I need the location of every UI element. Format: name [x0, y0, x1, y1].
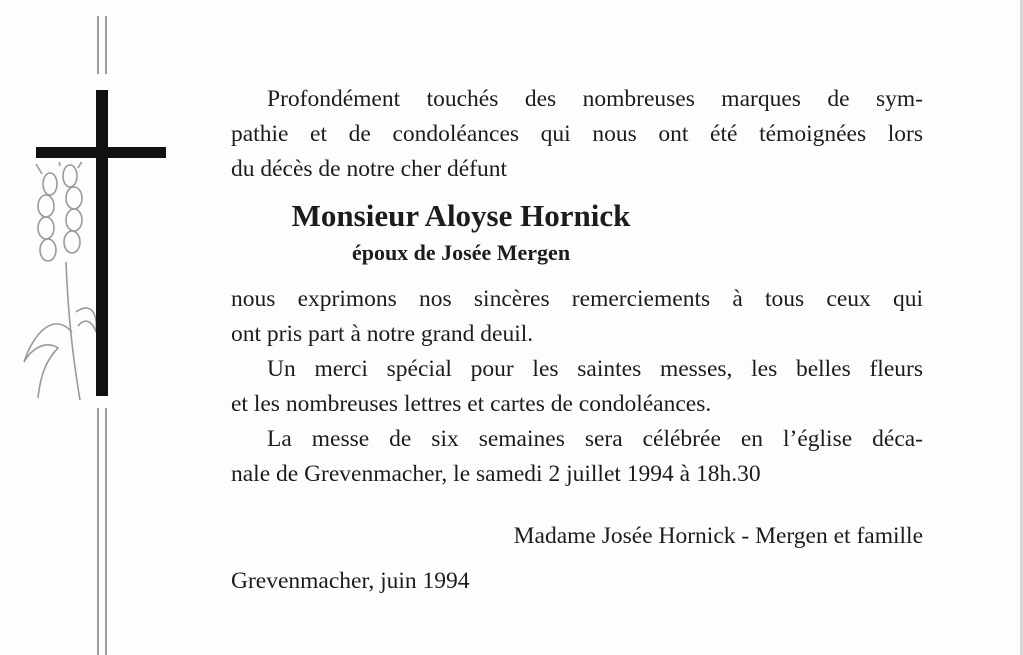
place-date: Grevenmacher, juin 1994 — [231, 568, 470, 594]
spouse-line: époux de Josée Mergen — [351, 240, 571, 265]
deceased-name: Monsieur Aloyse Hornick — [291, 198, 631, 233]
intro-line: du décès de notre cher défunt — [231, 156, 507, 182]
spouse-row — [231, 238, 923, 268]
body-line: nous exprimons nos sincères remerciements à tous ceux qui — [231, 286, 923, 312]
ornament-rail-top — [97, 16, 107, 74]
body-line: ont pris part à notre grand deuil. — [231, 321, 534, 347]
cross-horizontal-bar — [36, 147, 166, 158]
wheat-icon — [14, 162, 100, 402]
ornament-rail-bottom — [97, 408, 107, 655]
signature: Madame Josée Hornick - Mergen et famille — [513, 523, 923, 549]
intro-line: Profondément touchés des nombreuses marques de sym- — [267, 86, 923, 112]
intro-paragraph — [231, 82, 923, 187]
body-paragraphs — [231, 282, 923, 492]
body-line: La messe de six semaines sera célébrée en l’église déca- — [267, 426, 923, 452]
deceased-name-row — [231, 196, 923, 236]
body-line: et les nombreuses lettres et cartes de condoléances. — [231, 391, 712, 417]
intro-line: pathie et de condoléances qui nous ont été témoignées lors — [231, 121, 923, 147]
body-line: nale de Grevenmacher, le samedi 2 juillet 1994 à 18h.30 — [231, 461, 761, 487]
cross-vertical-bar — [96, 90, 108, 396]
body-line: Un merci spécial pour les saintes messes, les belles fleurs — [267, 356, 923, 382]
